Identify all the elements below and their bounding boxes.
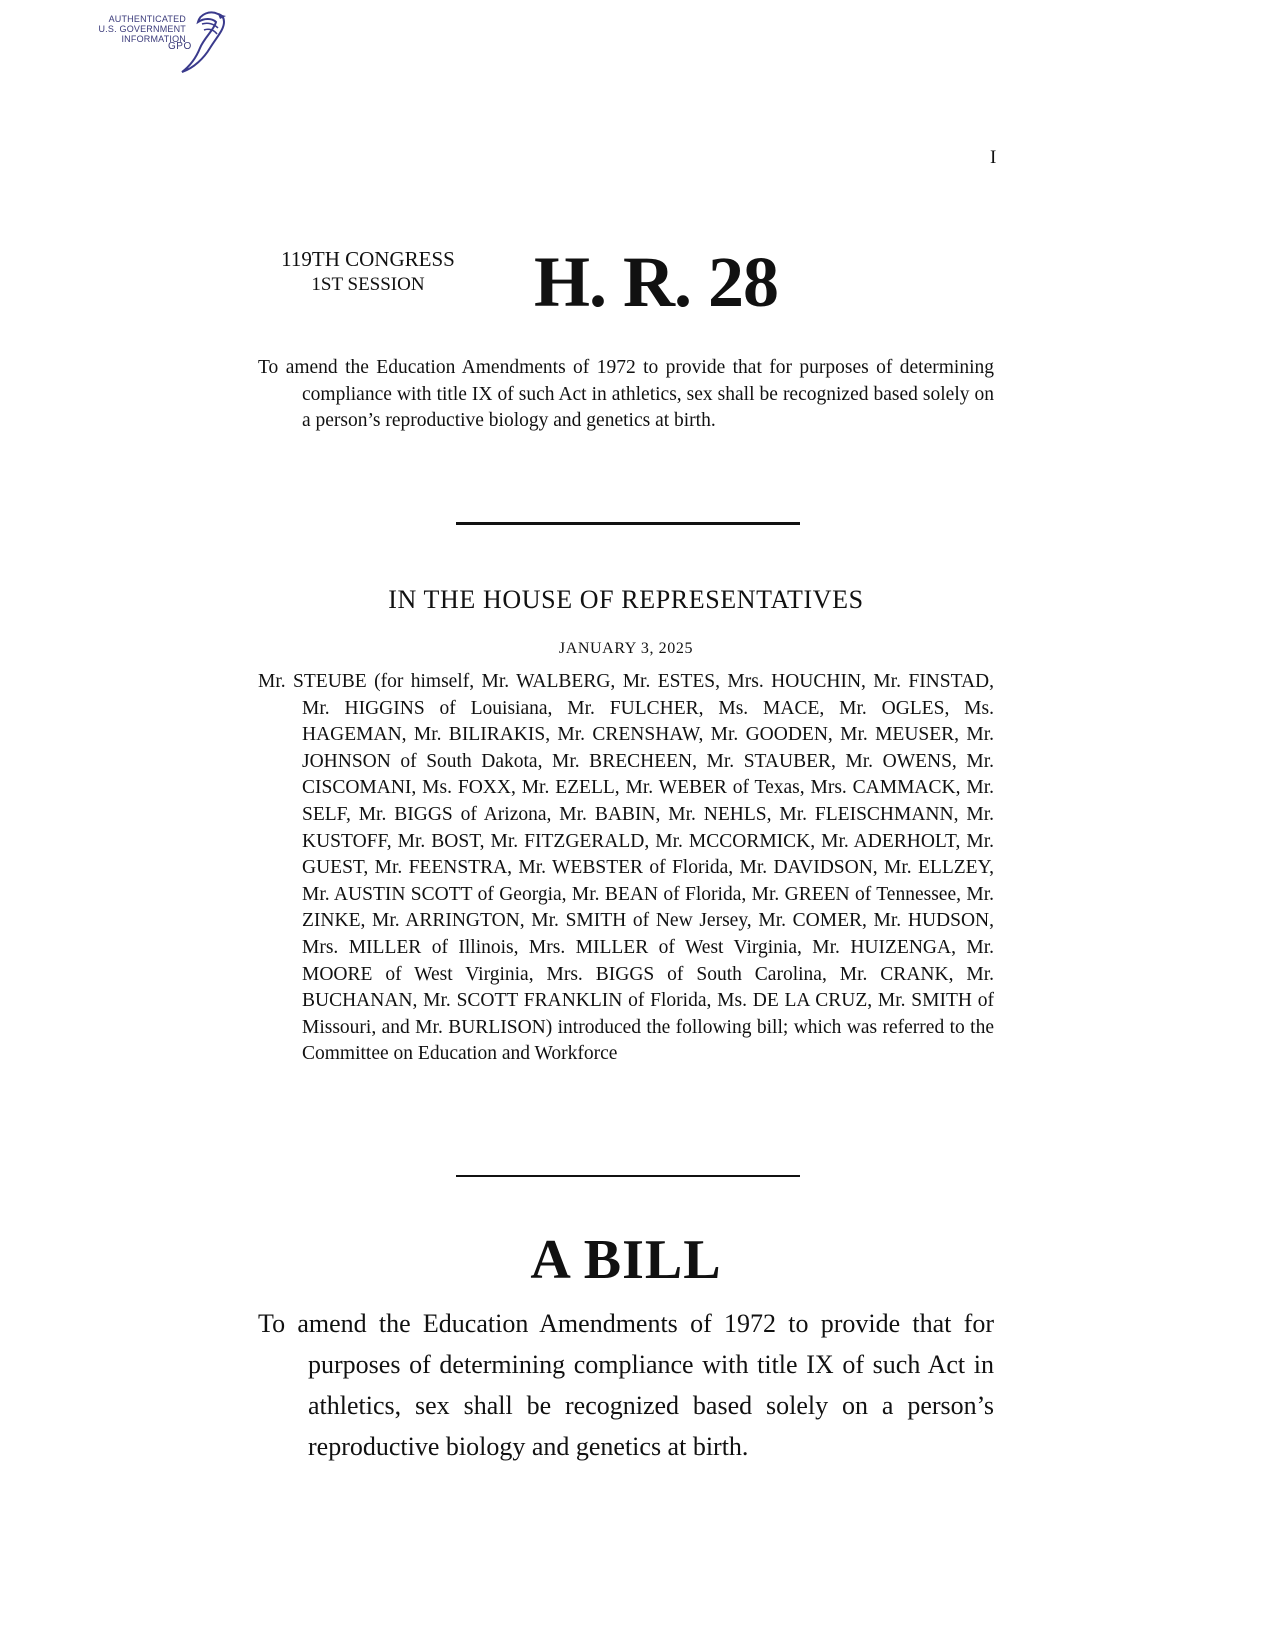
gpo-logo-line-1: AUTHENTICATED xyxy=(108,14,186,24)
chamber-heading: IN THE HOUSE OF REPRESENTATIVES xyxy=(388,585,864,614)
introduction-date: JANUARY 3, 2025 xyxy=(558,640,694,657)
session-label: 1ST SESSION xyxy=(311,274,425,295)
page-marker: I xyxy=(990,147,997,168)
congress-label: 119TH CONGRESS xyxy=(281,247,455,271)
divider-top xyxy=(456,522,800,525)
gpo-logo-line-3: INFORMATION xyxy=(121,34,186,44)
bill-number: H. R. 28 xyxy=(534,242,778,322)
sponsors-paragraph: Mr. STEUBE (for himself, Mr. WALBERG, Mr. ESTES, Mrs. HOUCHIN, Mr. FINSTAD, Mr. HIGGINS of Louisiana, Mr. FULCHER, Ms. MACE, Mr. OGLES, Ms. HAGEMAN, Mr. BILIRAKIS, Mr. CRENSHAW, Mr. GOODEN, Mr. MEUSER, Mr. JOHNSON of South Dakota, Mr. BRECHEEN, Mr. STAUBER, Mr. OWENS, Mr. CISCOMANI, Ms. FOXX, Mr. EZELL, Mr. WEBER of Texas, Mrs. CAMMACK, Mr. SELF, Mr. BIGGS of Arizona, Mr. BABIN, Mr. NEHLS, Mr. FLEISCHMANN, Mr. KUSTOFF, Mr. BOST, Mr. FITZGERALD, Mr. MCCORMICK, Mr. ADERHOLT, Mr. GUEST, Mr. FEENSTRA, Mr. WEBSTER of Florida, Mr. DAVIDSON, Mr. ELLZEY, Mr. AUSTIN SCOTT of Georgia, Mr. BEAN of Florida, Mr. GREEN of Tennessee, Mr. ZINKE, Mr. ARRINGTON, Mr. SMITH of New Jersey, Mr. COMER, Mr. HUDSON, Mrs. MILLER of Illinois, Mrs. MILLER of West Virginia, Mr. HUIZENGA, Mr. MOORE of West Virginia, Mrs. BIGGS of South Carolina, Mr. CRANK, Mr. BUCHANAN, Mr. SCOTT FRANKLIN of Florida, Ms. DE LA CRUZ, Mr. SMITH of Missouri, and Mr. BURLISON) introduced the following bill; which was referred to the Committee on Education and Workforce xyxy=(258,671,994,1065)
long-title: To amend the Education Amendments of 1972 to provide that for purposes of determining compliance with title IX of such Act in athletics, sex shall be recognized based solely on a person’s reproductive biology and genetics at birth. xyxy=(258,1309,994,1461)
eagle-icon xyxy=(174,8,234,76)
short-title: To amend the Education Amendments of 1972 to provide that for purposes of determining compliance with title IX of such Act in athletics, sex shall be recognized based solely on a person’s reproductive biology and genetics at birth. xyxy=(258,357,994,431)
gpo-logo-line-2: U.S. GOVERNMENT xyxy=(98,24,186,34)
gpo-logo-mark: GPO xyxy=(168,41,192,52)
bill-heading: A BILL xyxy=(530,1229,722,1291)
divider-bottom xyxy=(456,1175,800,1177)
gpo-authentication-logo xyxy=(98,8,234,76)
congress-session-block xyxy=(258,246,478,298)
